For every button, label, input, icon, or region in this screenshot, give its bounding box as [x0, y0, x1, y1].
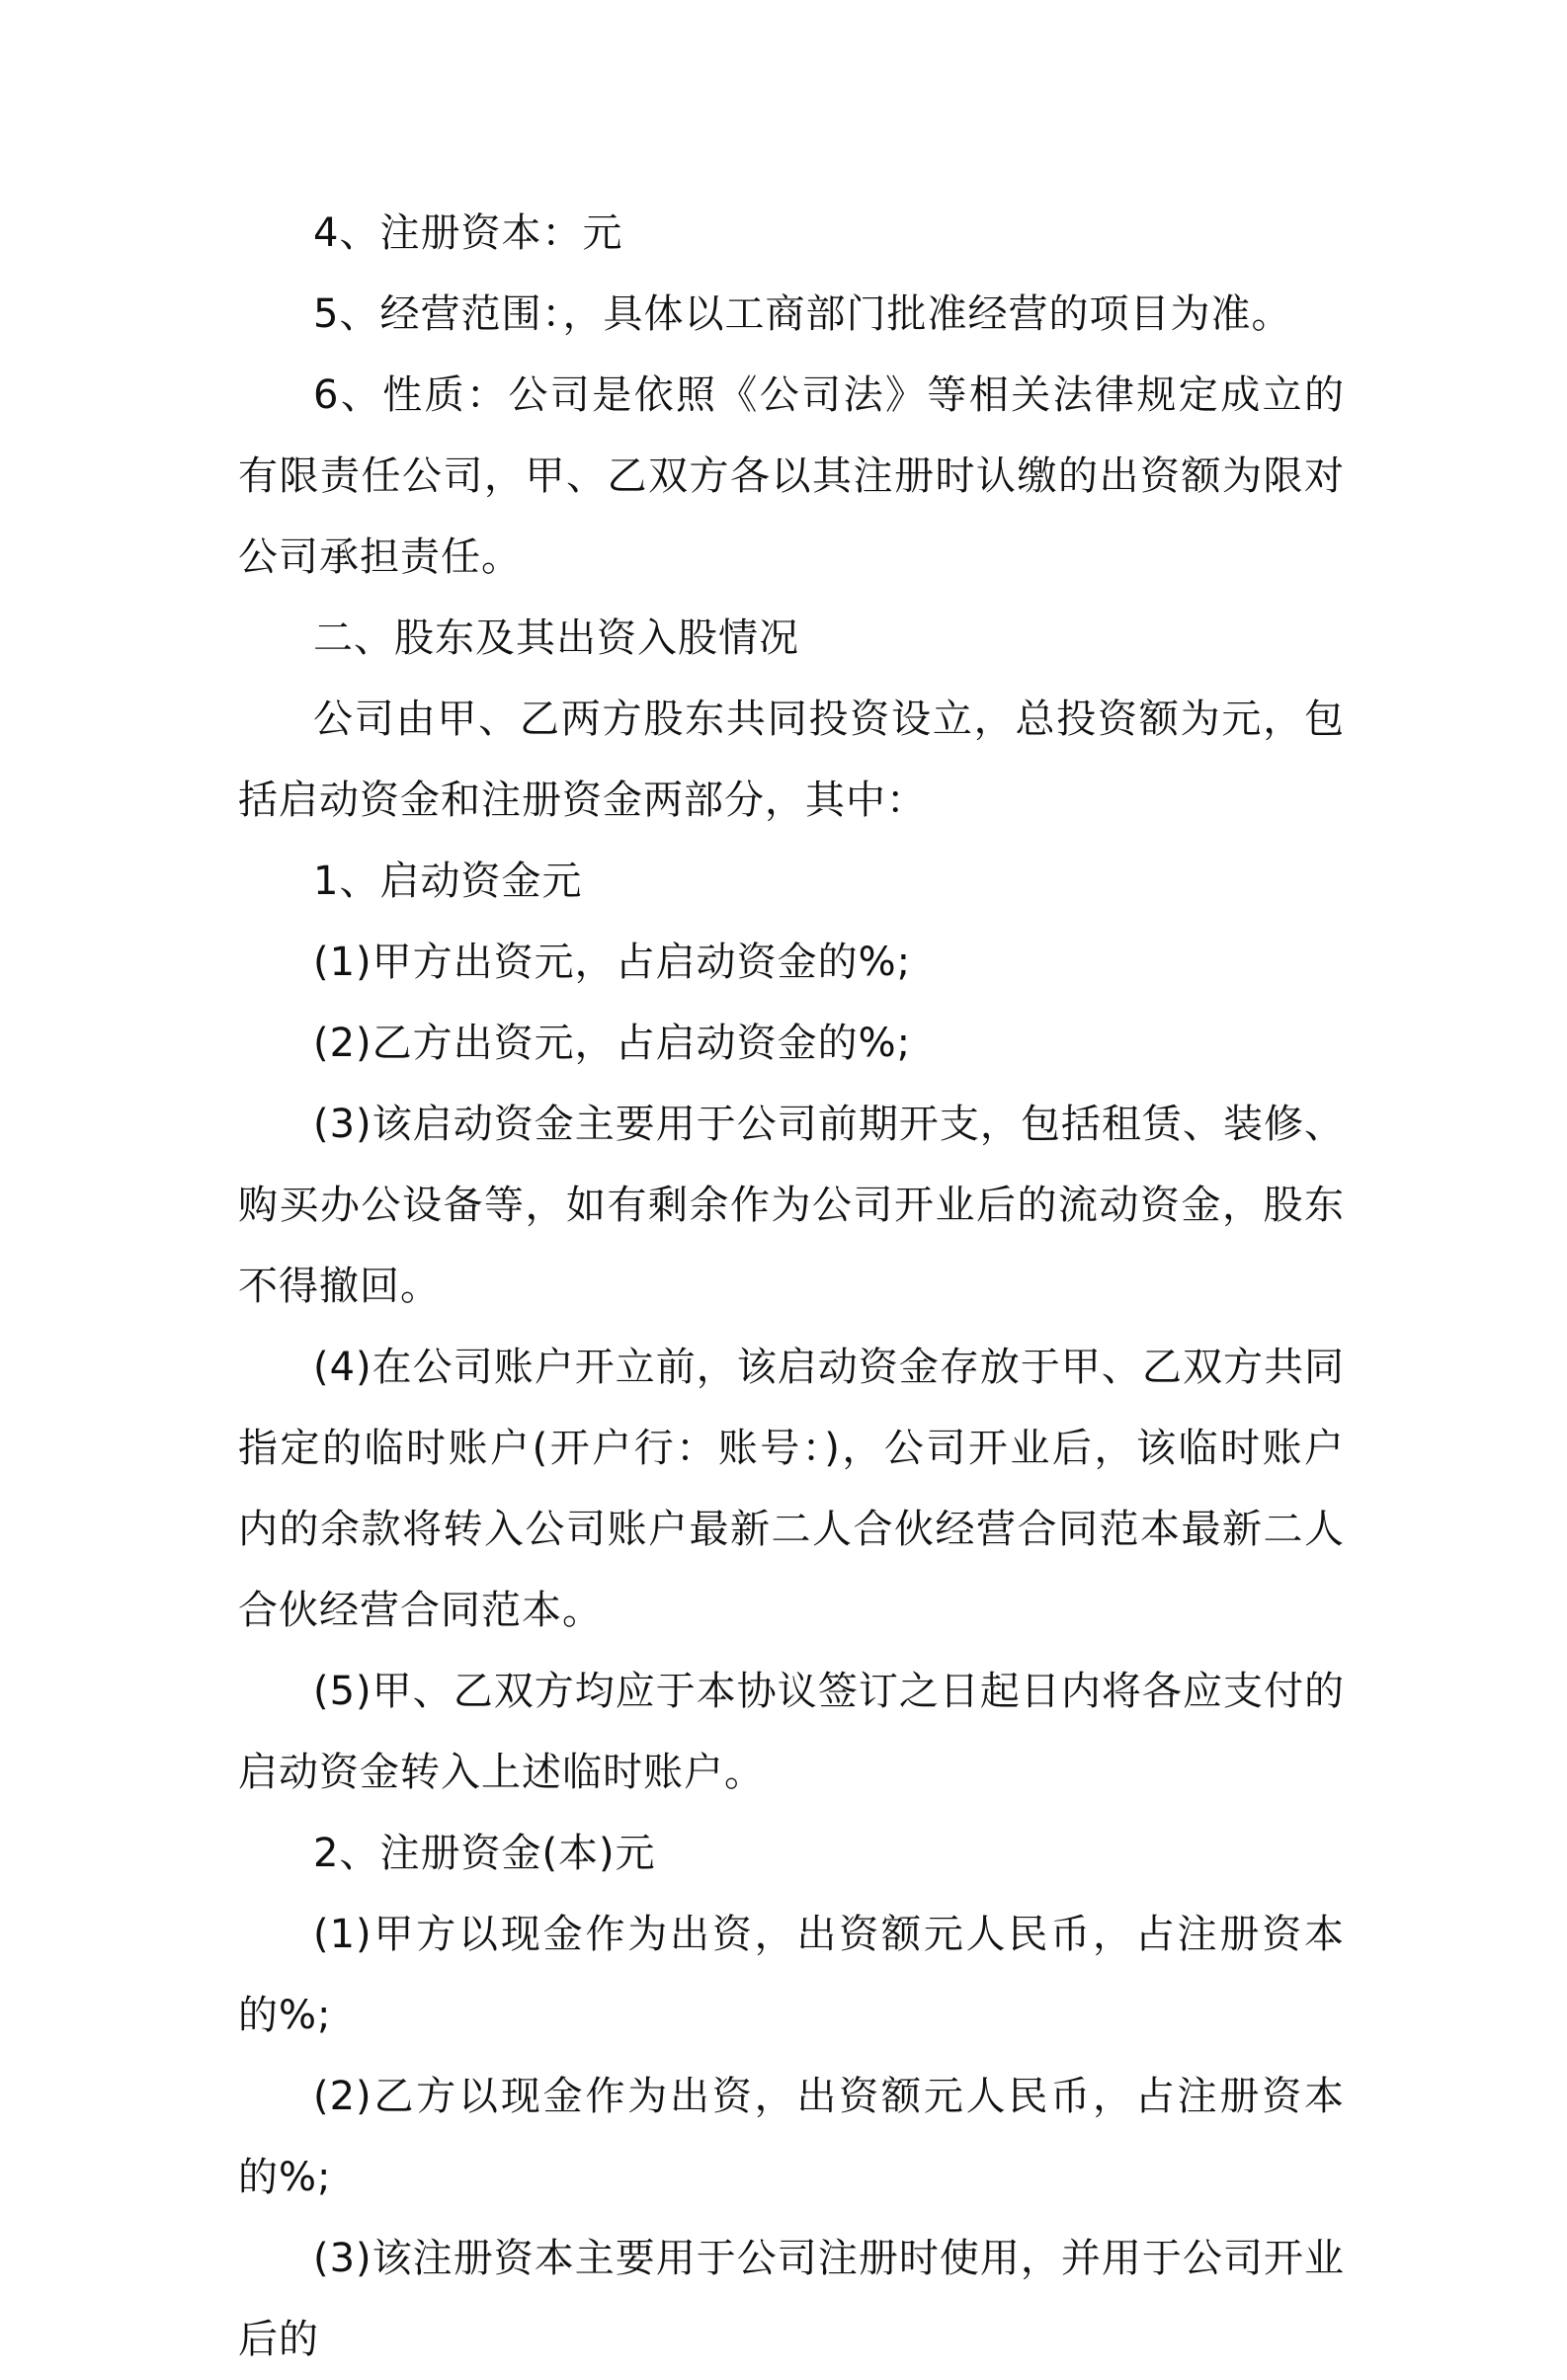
paragraph-startup-party-a: (1)甲方出资元，占启动资金的%; — [313, 940, 912, 985]
paragraph-investment-intro: 公司由甲、乙两方股东共同投资设立，总投资额为元，包括启动资金和注册资金两部分，其中： — [238, 697, 1345, 823]
document-body — [238, 193, 1345, 2380]
paragraph-registered-party-a: (1)甲方以现金作为出资，出资额元人民币，占注册资本的%; — [238, 1912, 1345, 2038]
paragraph-registered-usage: (3)该注册资本主要用于公司注册时使用，并用于公司开业后的 — [238, 2236, 1345, 2362]
paragraph-temporary-account: (4)在公司账户开立前，该启动资金存放于甲、乙双方共同指定的临时账户(开户行：账号：)，公司开业后，该临时账户内的余款将转入公司账户最新二人合伙经营合同范本最新二人合伙经营合同范本。 — [238, 1345, 1345, 1633]
paragraph-company-nature: 6、性质：公司是依照《公司法》等相关法律规定成立的有限责任公司，甲、乙双方各以其注册时认缴的出资额为限对公司承担责任。 — [238, 372, 1345, 580]
paragraph-registered-capital: 4、注册资本：元 — [313, 210, 623, 256]
paragraph-startup-party-b: (2)乙方出资元，占启动资金的%; — [313, 1021, 912, 1066]
paragraph-business-scope: 5、经营范围：，具体以工商部门批准经营的项目为准。 — [313, 291, 1292, 337]
paragraph-registered-party-b: (2)乙方以现金作为出资，出资额元人民币，占注册资本的%; — [238, 2074, 1345, 2200]
section-heading-shareholders: 二、股东及其出资入股情况 — [313, 616, 799, 661]
paragraph-startup-usage: (3)该启动资金主要用于公司前期开支，包括租赁、装修、购买办公设备等，如有剩余作为公司开业后的流动资金，股东不得撤回。 — [238, 1102, 1345, 1309]
paragraph-transfer-deadline: (5)甲、乙双方均应于本协议签订之日起日内将各应支付的启动资金转入上述临时账户。 — [238, 1669, 1345, 1795]
paragraph-registered-funds: 2、注册资金(本)元 — [313, 1831, 656, 1876]
paragraph-startup-funds: 1、启动资金元 — [313, 859, 583, 904]
